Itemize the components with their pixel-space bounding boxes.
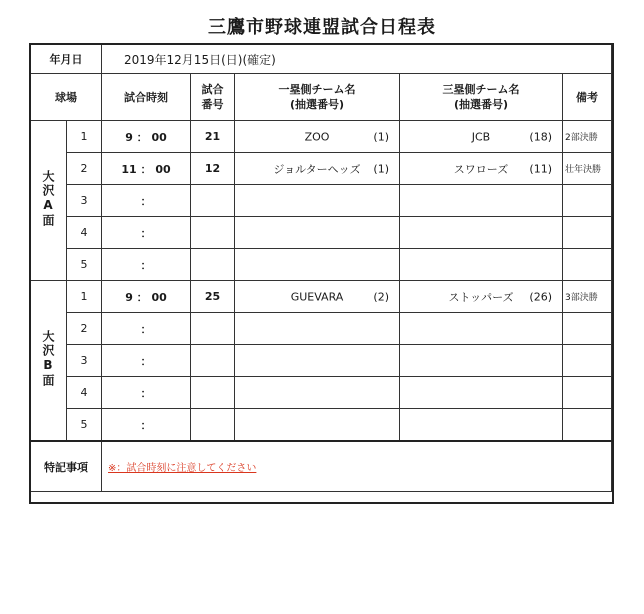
game-number <box>191 185 235 217</box>
game-time: 9 ： 00 <box>102 281 191 313</box>
first-team-name: ジョルターヘッズ <box>273 162 361 176</box>
first-draw-number: (1) <box>373 162 389 175</box>
third-base-team <box>400 409 563 442</box>
notes-text: ※：試合時刻に注意してください <box>102 441 612 492</box>
game-number <box>191 313 235 345</box>
page-title: 三鷹市野球連盟試合日程表 <box>208 17 436 38</box>
notes-row <box>31 441 612 492</box>
remarks-cell: 壮年決勝 <box>563 153 612 185</box>
table-row <box>31 377 612 409</box>
row-number: 4 <box>67 377 102 409</box>
date-value: 2019年12月15日(日)(確定) <box>102 45 612 74</box>
notes-label: 特記事項 <box>31 441 102 492</box>
game-number: 25 <box>191 281 235 313</box>
remarks-cell <box>563 409 612 442</box>
game-number <box>191 377 235 409</box>
first-base-team <box>235 281 400 313</box>
remarks-cell: 3部決勝 <box>563 281 612 313</box>
row-number: 3 <box>67 345 102 377</box>
first-base-team <box>235 345 400 377</box>
third-base-team <box>400 377 563 409</box>
date-label: 年月日 <box>31 45 102 74</box>
table-row <box>31 345 612 377</box>
remarks-cell: 2部決勝 <box>563 121 612 153</box>
header-game-no <box>191 74 235 121</box>
table-row <box>31 281 612 313</box>
game-number <box>191 217 235 249</box>
third-draw-number: (11) <box>529 162 552 175</box>
first-base-team <box>235 377 400 409</box>
row-number: 5 <box>67 249 102 281</box>
header-game-no-line1: 試合 <box>201 83 224 96</box>
game-number <box>191 345 235 377</box>
remarks-cell <box>563 217 612 249</box>
third-base-team <box>400 313 563 345</box>
third-base-team <box>400 185 563 217</box>
third-base-team <box>400 121 563 153</box>
first-base-team <box>235 121 400 153</box>
third-base-team <box>400 281 563 313</box>
game-number <box>191 409 235 442</box>
header-third-base <box>400 74 563 121</box>
table-row <box>31 409 612 442</box>
first-draw-number: (2) <box>373 290 389 303</box>
remarks-cell <box>563 185 612 217</box>
remarks-cell <box>563 249 612 281</box>
venue-cell <box>31 281 67 442</box>
game-time: ： <box>102 313 191 345</box>
venue-cell <box>31 121 67 281</box>
row-number: 2 <box>67 313 102 345</box>
table-row <box>31 249 612 281</box>
header-third-line1: 三塁側チーム名 <box>442 83 520 96</box>
venue-name: 大沢B面 <box>41 330 55 388</box>
table-row <box>31 217 612 249</box>
third-team-name: JCB <box>471 130 491 143</box>
first-team-name: GUEVARA <box>290 290 344 303</box>
game-time: ： <box>102 217 191 249</box>
header-game-no-line2: 番号 <box>201 98 224 111</box>
third-base-team <box>400 249 563 281</box>
first-draw-number: (1) <box>373 130 389 143</box>
third-team-name: ストッパーズ <box>448 290 514 304</box>
header-first-line1: 一塁側チーム名 <box>278 83 356 96</box>
header-first-line2: (抽選番号) <box>289 98 345 111</box>
game-time: ： <box>102 409 191 442</box>
first-base-team <box>235 249 400 281</box>
game-time: 11 ： 00 <box>102 153 191 185</box>
table-row <box>31 153 612 185</box>
header-field: 球場 <box>31 74 102 121</box>
third-base-team <box>400 217 563 249</box>
game-number: 12 <box>191 153 235 185</box>
venue-name: 大沢A面 <box>41 170 55 228</box>
header-third-line2: (抽選番号) <box>453 98 509 111</box>
game-time: 9 ： 00 <box>102 121 191 153</box>
row-number: 5 <box>67 409 102 442</box>
third-draw-number: (26) <box>529 290 552 303</box>
third-team-name: スワローズ <box>453 162 509 176</box>
third-draw-number: (18) <box>529 130 552 143</box>
game-time: ： <box>102 185 191 217</box>
game-time: ： <box>102 377 191 409</box>
row-number: 1 <box>67 121 102 153</box>
schedule-table <box>30 44 612 492</box>
row-number: 1 <box>67 281 102 313</box>
row-number: 2 <box>67 153 102 185</box>
table-row <box>31 313 612 345</box>
game-number <box>191 249 235 281</box>
game-time: ： <box>102 249 191 281</box>
header-first-base <box>235 74 400 121</box>
table-row <box>31 121 612 153</box>
game-number: 21 <box>191 121 235 153</box>
header-remarks: 備考 <box>563 74 612 121</box>
row-number: 3 <box>67 185 102 217</box>
table-row <box>31 185 612 217</box>
remarks-cell <box>563 345 612 377</box>
first-base-team <box>235 185 400 217</box>
row-number: 4 <box>67 217 102 249</box>
header-time: 試合時刻 <box>102 74 191 121</box>
game-time: ： <box>102 345 191 377</box>
third-base-team <box>400 345 563 377</box>
remarks-cell <box>563 377 612 409</box>
third-base-team <box>400 153 563 185</box>
first-base-team <box>235 409 400 442</box>
first-base-team <box>235 313 400 345</box>
first-team-name: ZOO <box>304 130 330 143</box>
remarks-cell <box>563 313 612 345</box>
first-base-team <box>235 153 400 185</box>
first-base-team <box>235 217 400 249</box>
